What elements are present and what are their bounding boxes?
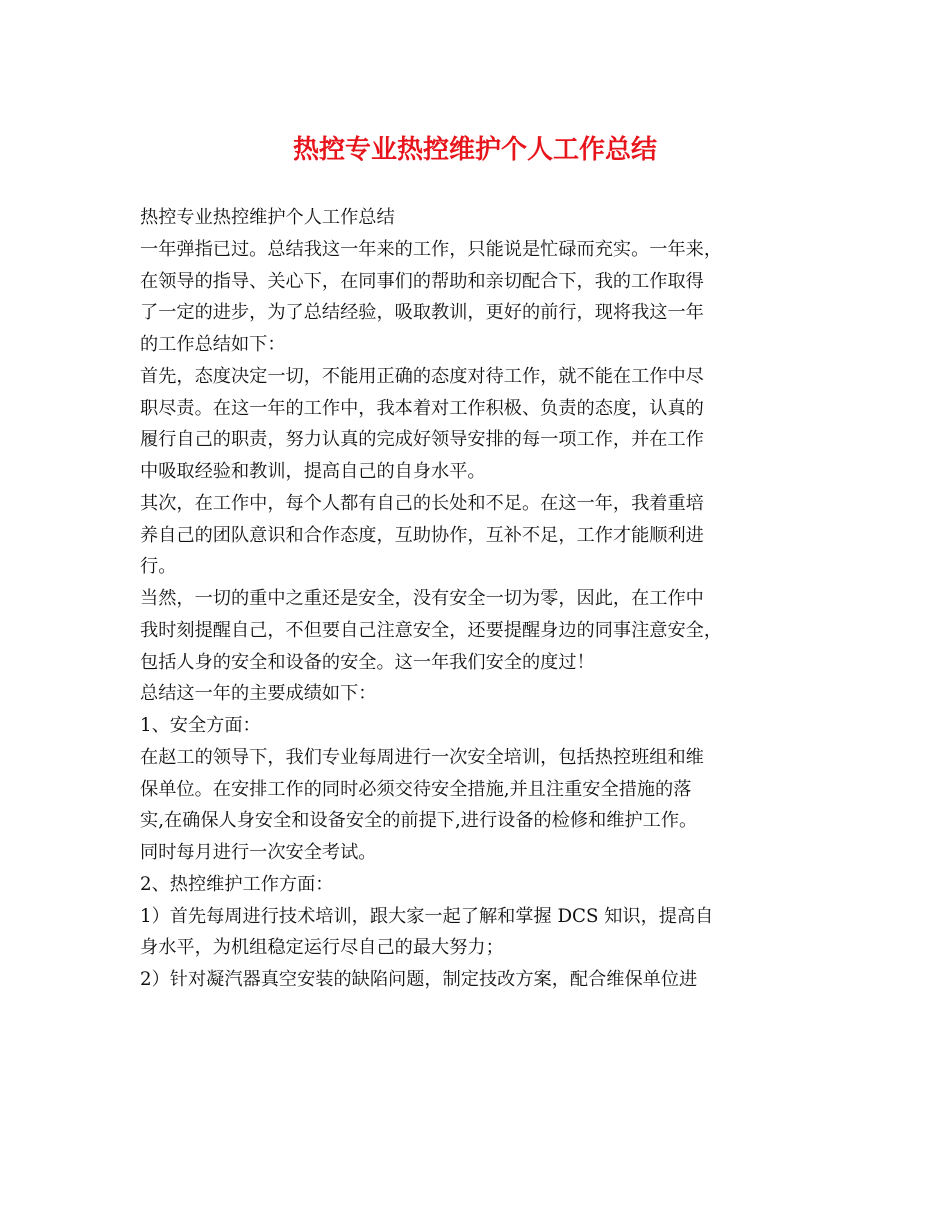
- body-line: 在赵工的领导下，我们专业每周进行一次安全培训，包括热控班组和维: [140, 746, 704, 768]
- body-line: 其次，在工作中，每个人都有自己的长处和不足。在这一年，我着重培: [140, 492, 704, 514]
- body-line: 热控专业热控维护个人工作总结: [140, 207, 395, 228]
- body-line: 2）针对凝汽器真空安装的缺陷问题，制定技改方案，配合维保单位进: [140, 969, 698, 990]
- body-line: 中吸取经验和教训，提高自己的自身水平。: [140, 461, 486, 482]
- body-line: 一年弹指已过。总结我这一年来的工作，只能说是忙碌而充实。一年来，: [140, 238, 723, 260]
- body-line: 的工作总结如下：: [140, 334, 286, 355]
- body-line: 1）首先每周进行技术培训，跟大家一起了解和掌握 DCS 知识，提高自: [140, 905, 714, 927]
- body-line: 养自己的团队意识和合作态度，互助协作，互补不足，工作才能顺利进: [140, 524, 704, 546]
- body-line: 我时刻提醒自己，不但要自己注意安全，还要提醒身边的同事注意安全，: [140, 619, 723, 641]
- body-line: 了一定的进步，为了总结经验，吸取教训，更好的前行，现将我这一年: [140, 302, 704, 324]
- body-line: 履行自己的职责，努力认真的完成好领导安排的每一项工作，并在工作: [140, 429, 704, 451]
- body-line: 当然，一切的重中之重还是安全，没有安全一切为零，因此，在工作中: [140, 588, 704, 609]
- body-line: 在领导的指导、关心下，在同事们的帮助和亲切配合下，我的工作取得: [140, 270, 704, 292]
- body-line: 身水平，为机组稳定运行尽自己的最大努力；: [140, 937, 504, 959]
- body-line: 总结这一年的主要成绩如下：: [140, 683, 377, 705]
- body-line: 保单位。在安排工作的同时必须交待安全措施,并且注重安全措施的落: [140, 778, 692, 800]
- body-line: 同时每月进行一次安全考试。: [140, 842, 377, 863]
- body-line: 实,在确保人身安全和设备安全的前提下,进行设备的检修和维护工作。: [140, 810, 698, 832]
- body-line: 首先，态度决定一切，不能用正确的态度对待工作，就不能在工作中尽: [140, 365, 704, 387]
- document-body: [140, 202, 820, 996]
- body-line: 包括人身的安全和设备的安全。这一年我们安全的度过！: [140, 651, 595, 673]
- body-line: 2、热控维护工作方面：: [140, 873, 334, 895]
- body-line: 行。: [140, 556, 177, 578]
- document-title: 热控专业热控维护个人工作总结: [292, 135, 657, 165]
- body-line: 职尽责。在这一年的工作中，我本着对工作积极、负责的态度，认真的: [140, 397, 704, 419]
- body-line: 1、安全方面：: [140, 715, 261, 736]
